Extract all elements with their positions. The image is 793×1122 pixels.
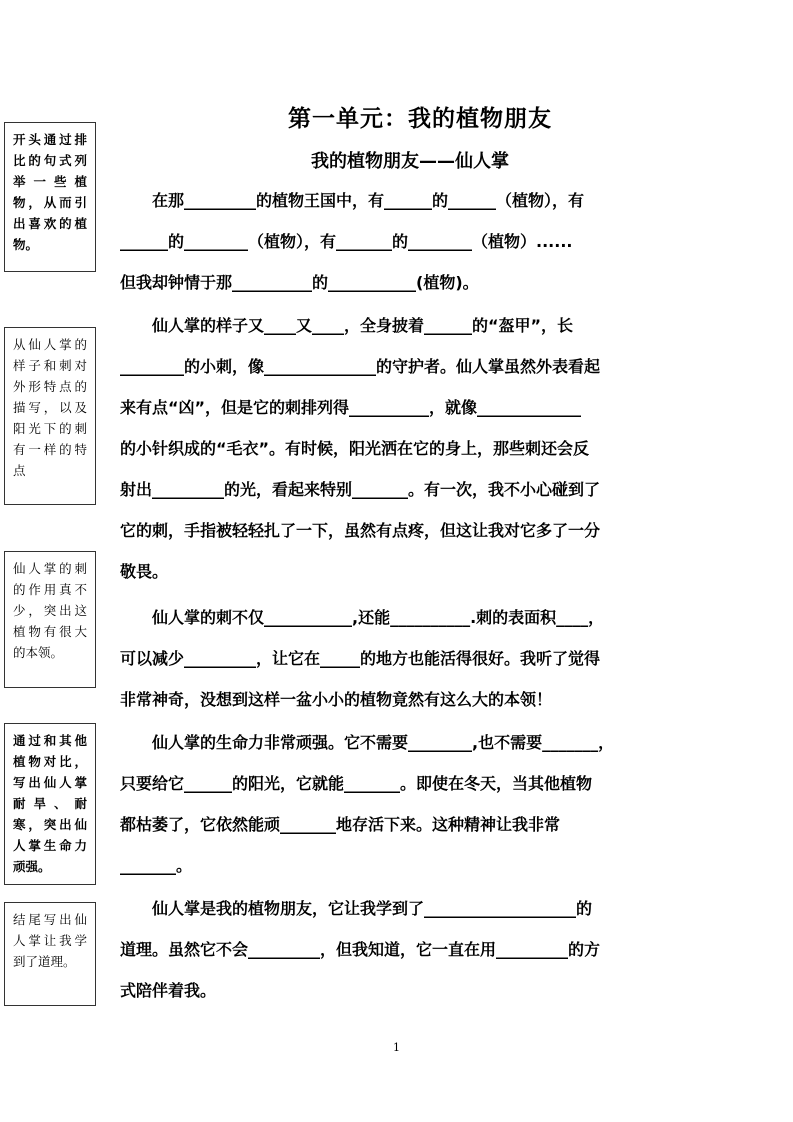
annotation-box-3: 仙人掌的刺的作用真不少，突出这植物有很大的本领。 <box>4 551 96 688</box>
paragraph-line: 式陪伴着我。 <box>120 981 217 1000</box>
paragraph-line: 仙人掌是我的植物朋友，它让我学到了___________________的 <box>120 899 593 918</box>
annotation-box-5: 结尾写出仙人掌让我学到了道理。 <box>4 902 96 1006</box>
paragraph-line: 可以减少_________，让它在_____的地方也能活得很好。我听了觉得 <box>120 649 601 668</box>
annotation-box-1: 开头通过排比的句式列举一些植物，从而引出喜欢的植物。 <box>4 122 96 272</box>
page-number: 1 <box>393 1041 400 1054</box>
paragraph-1 <box>120 180 673 303</box>
paragraph-3 <box>120 597 673 720</box>
paragraph-line: 但我却钟情于那__________的___________(植物)。 <box>120 273 479 292</box>
annotation-box-4: 通过和其他植物对比，写出仙人掌耐旱、耐寒，突出仙人掌生命力顽强。 <box>4 723 96 885</box>
paragraph-line: 敬畏。 <box>120 562 169 581</box>
paragraph-line: ______的________（植物），有_______的________（植物）...... <box>120 232 573 251</box>
paragraph-line: 在那_________的植物王国中，有______的______（植物），有 <box>120 191 585 210</box>
paragraph-2 <box>120 305 673 592</box>
paragraph-4 <box>120 722 673 886</box>
paragraph-line: _______。 <box>120 856 193 875</box>
paragraph-line: 都枯萎了，它依然能顽_______地存活下来。这种精神让我非常 <box>120 815 561 834</box>
paragraph-line: 射出_________的光，看起来特别_______。有一次，我不小心碰到了 <box>120 480 601 499</box>
paragraph-line: 非常神奇，没想到这样一盆小小的植物竟然有这么大的本领！ <box>120 690 553 709</box>
annotation-box-2: 从仙人掌的样子和刺对外形特点的描写，以及阳光下的刺有一样的特点 <box>4 327 96 505</box>
paragraph-line: 仙人掌的生命力非常顽强。它不需要________,也不需要_______， <box>120 733 615 752</box>
paragraph-line: 的小针织成的“毛衣”。有时候，阳光洒在它的身上，那些刺还会反 <box>120 439 590 458</box>
paragraph-line: 道理。虽然它不会_________，但我知道，它一直在用_________的方 <box>120 940 601 959</box>
page-subtitle: 我的植物朋友——仙人掌 <box>311 151 509 172</box>
page-title: 第一单元：我的植物朋友 <box>288 106 552 132</box>
paragraph-line: 只要给它______的阳光，它就能_______。即使在冬天，当其他植物 <box>120 774 593 793</box>
paragraph-line: 来有点“凶”，但是它的刺排列得__________，就像_____________ <box>120 398 582 417</box>
paragraph-line: ________的小刺，像______________的守护者。仙人掌虽然外表看起 <box>120 357 601 376</box>
paragraph-line: 仙人掌的样子又____又____，全身披着______的“盔甲”，长 <box>120 316 574 335</box>
paragraph-line: 仙人掌的刺不仅___________,还能__________.刺的表面积____， <box>120 608 605 627</box>
paragraph-5 <box>120 888 673 1011</box>
paragraph-line: 它的刺，手指被轻轻扎了一下，虽然有点疼，但这让我对它多了一分 <box>120 521 601 540</box>
